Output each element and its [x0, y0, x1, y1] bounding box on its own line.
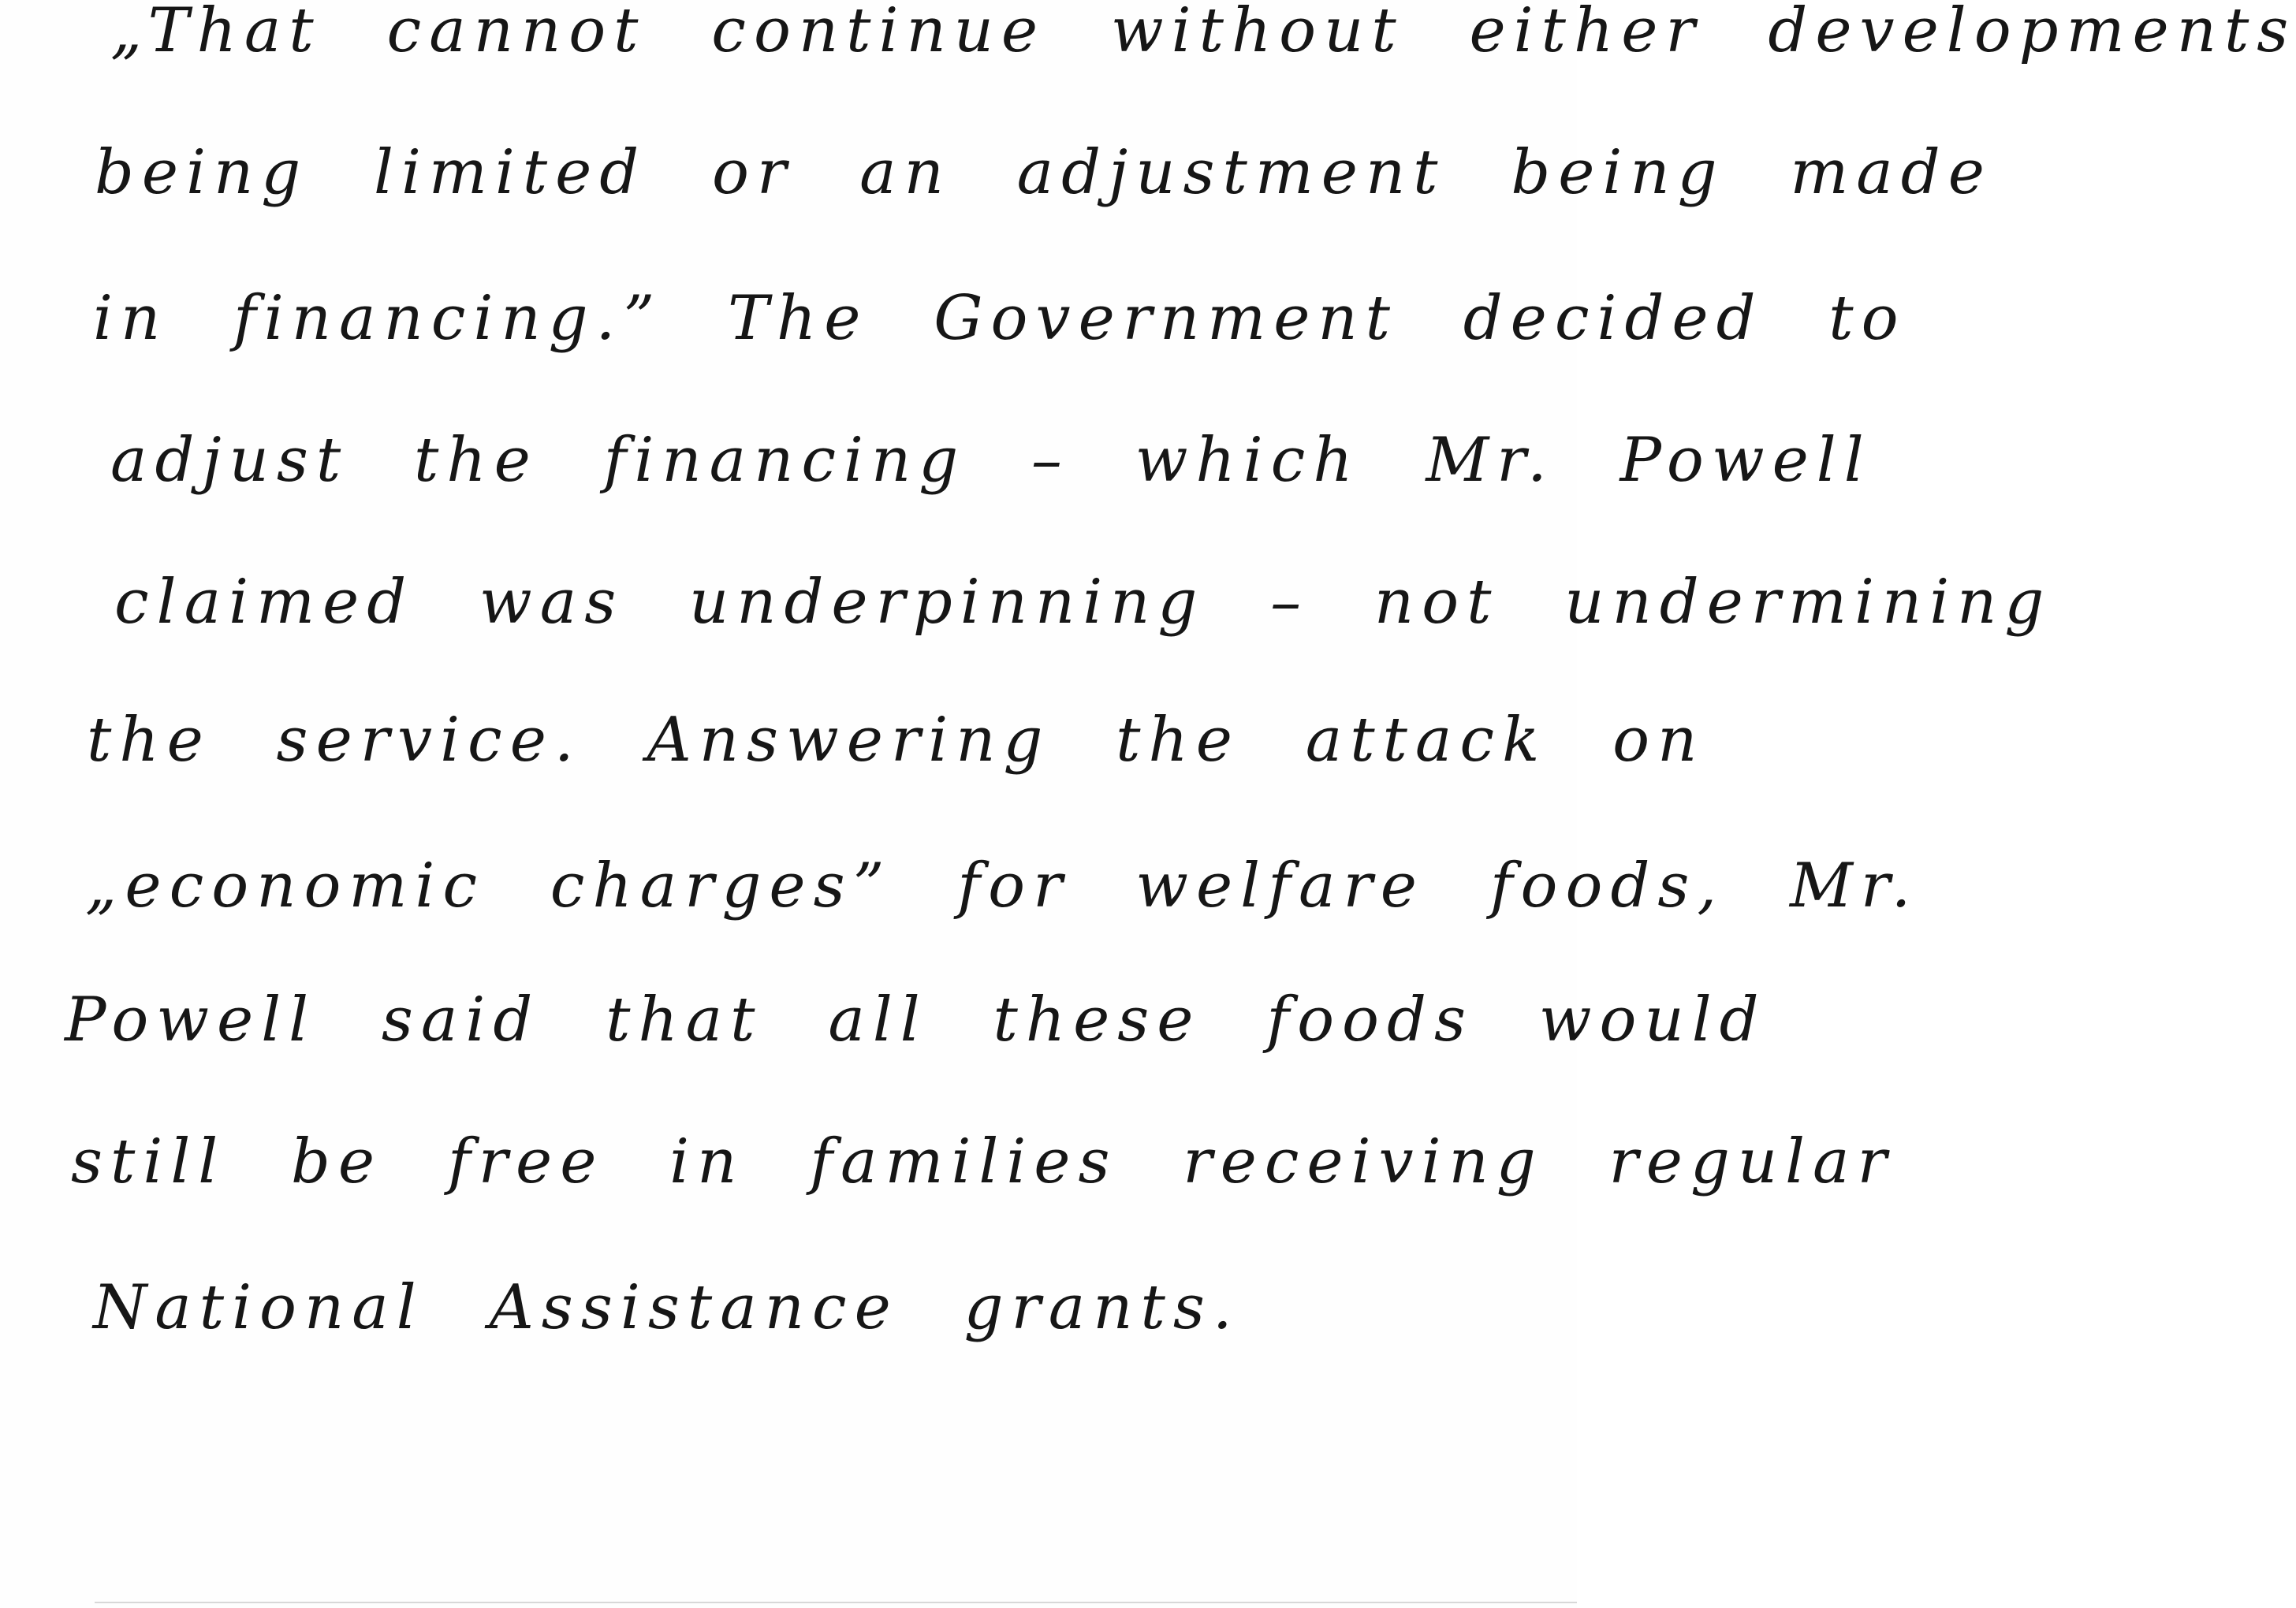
handwriting-line-10: National Assistance grants.: [93, 1272, 1240, 1343]
handwriting-line-9: still be free in families receiving regular: [71, 1126, 1895, 1197]
handwriting-line-2: being limited or an adjustment being made: [95, 137, 1992, 208]
handwriting-line-3: in financing.” The Government decided to: [93, 283, 1906, 354]
handwriting-line-1: „That cannot continue without either developments: [110, 0, 2296, 66]
handwriting-line-4: adjust the financing – which Mr. Powell: [110, 425, 1872, 496]
handwriting-line-8: Powell said that all these foods would: [65, 985, 1767, 1055]
handwriting-line-5: claimed was underpinning – not undermining: [114, 567, 2052, 638]
handwriting-line-7: „economic charges” for welfare foods, Mr.: [85, 851, 1919, 921]
page-bottom-edge: [95, 1602, 1577, 1603]
handwriting-line-6: the service. Answering the attack on: [87, 705, 1705, 776]
